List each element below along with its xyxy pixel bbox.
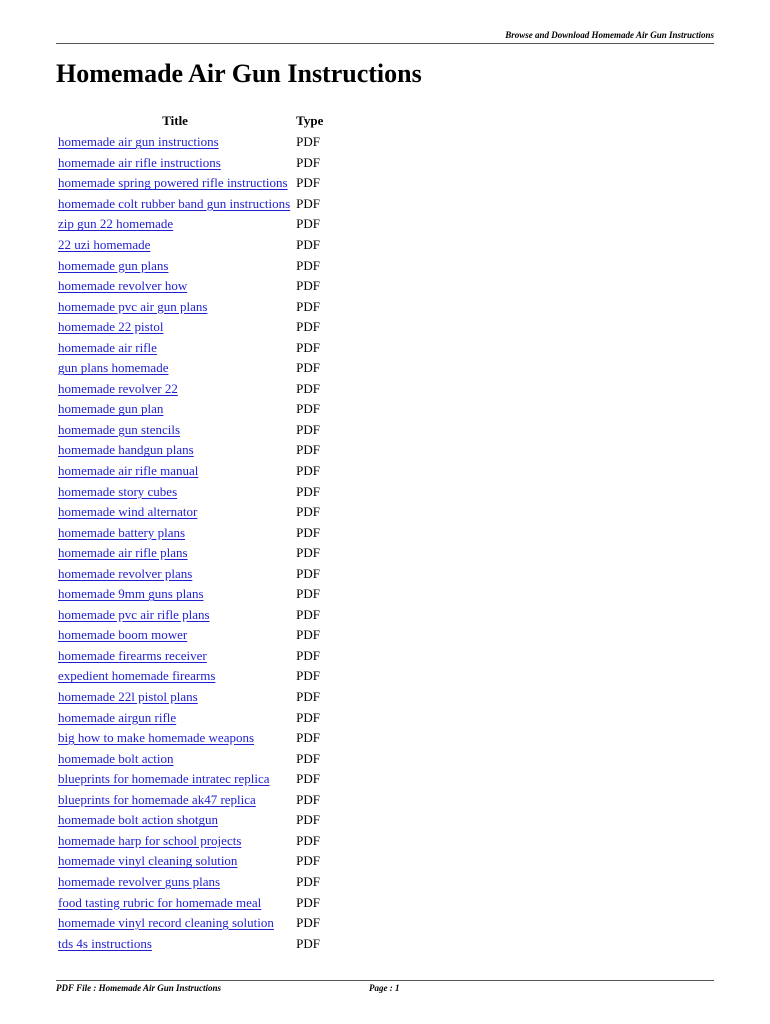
column-header-title: Title xyxy=(162,113,188,128)
type-cell: PDF xyxy=(296,442,320,458)
type-cell: PDF xyxy=(296,647,320,663)
document-link[interactable]: homemade gun stencils xyxy=(58,421,181,437)
document-link[interactable]: homemade bolt action shotgun xyxy=(58,812,218,828)
table-row xyxy=(56,461,325,482)
document-link[interactable]: homemade pvc air rifle plans xyxy=(58,606,210,622)
table-row xyxy=(56,173,325,194)
title-cell xyxy=(56,440,294,461)
document-link[interactable]: homemade 22 pistol xyxy=(58,319,164,335)
title-cell xyxy=(56,851,294,872)
title-cell xyxy=(56,317,294,338)
title-cell xyxy=(56,872,294,893)
table-row xyxy=(56,440,325,461)
table-row xyxy=(56,913,325,934)
type-cell: PDF xyxy=(296,668,320,684)
title-cell xyxy=(56,194,294,215)
title-cell xyxy=(56,522,294,543)
document-link[interactable]: homemade bolt action xyxy=(58,750,174,766)
document-link[interactable]: homemade handgun plans xyxy=(58,442,194,458)
document-link[interactable]: homemade gun plan xyxy=(58,401,164,417)
title-cell xyxy=(56,913,294,934)
type-cell: PDF xyxy=(296,483,320,499)
document-link[interactable]: homemade air rifle plans xyxy=(58,545,188,561)
document-link[interactable]: homemade pvc air gun plans xyxy=(58,298,208,314)
type-cell: PDF xyxy=(296,832,320,848)
title-cell xyxy=(56,502,294,523)
document-link[interactable]: homemade story cubes xyxy=(58,483,178,499)
table-row xyxy=(56,358,325,379)
table-row xyxy=(56,790,325,811)
type-cell: PDF xyxy=(296,380,320,396)
type-cell: PDF xyxy=(296,237,320,252)
document-link[interactable]: blueprints for homemade ak47 replica xyxy=(58,791,256,807)
type-cell: PDF xyxy=(296,894,320,910)
title-cell xyxy=(56,153,294,174)
document-link[interactable]: homemade battery plans xyxy=(58,524,186,540)
title-cell xyxy=(56,748,294,769)
type-cell: PDF xyxy=(296,771,320,787)
title-cell xyxy=(56,563,294,584)
type-cell: PDF xyxy=(296,463,320,479)
document-link[interactable]: homemade air gun instructions xyxy=(58,134,219,150)
type-cell: PDF xyxy=(296,873,320,889)
document-link[interactable]: homemade gun plans xyxy=(58,257,169,273)
title-cell xyxy=(56,584,294,605)
document-link[interactable]: 22 uzi homemade xyxy=(58,237,151,252)
title-cell xyxy=(56,707,294,728)
type-cell: PDF xyxy=(296,401,320,417)
title-cell xyxy=(56,358,294,379)
table-row xyxy=(56,276,325,297)
table-row xyxy=(56,337,325,358)
title-cell xyxy=(56,379,294,400)
type-cell: PDF xyxy=(296,812,320,828)
type-cell: PDF xyxy=(296,360,320,376)
table-row xyxy=(56,851,325,872)
document-link[interactable]: homemade colt rubber band gun instructions xyxy=(58,195,291,211)
document-link[interactable]: homemade airgun rifle xyxy=(58,709,177,725)
page-title: Homemade Air Gun Instructions xyxy=(56,59,422,88)
table-row xyxy=(56,255,325,276)
type-cell: PDF xyxy=(296,750,320,766)
type-cell: PDF xyxy=(296,195,320,211)
type-cell: PDF xyxy=(296,689,320,705)
table-row xyxy=(56,502,325,523)
document-table xyxy=(56,112,325,954)
title-cell xyxy=(56,255,294,276)
type-cell: PDF xyxy=(296,319,320,335)
table-row xyxy=(56,933,325,954)
type-cell: PDF xyxy=(296,586,320,602)
document-link[interactable]: homemade air rifle manual xyxy=(58,463,199,479)
table-row xyxy=(56,235,325,256)
table-row xyxy=(56,563,325,584)
title-cell xyxy=(56,790,294,811)
type-cell: PDF xyxy=(296,175,320,191)
footer-page-label: Page : 1 xyxy=(369,983,400,993)
type-cell: PDF xyxy=(296,709,320,725)
type-cell: PDF xyxy=(296,524,320,540)
title-cell xyxy=(56,173,294,194)
title-cell xyxy=(56,337,294,358)
footer-divider xyxy=(56,980,714,981)
title-cell xyxy=(56,769,294,790)
type-cell: PDF xyxy=(296,278,320,294)
title-cell xyxy=(56,728,294,749)
type-cell: PDF xyxy=(296,730,320,746)
type-cell: PDF xyxy=(296,627,320,643)
table-row xyxy=(56,810,325,831)
footer-file-label: PDF File : Homemade Air Gun Instructions xyxy=(56,983,222,993)
table-row xyxy=(56,132,325,153)
document-link[interactable]: expedient homemade firearms xyxy=(58,668,216,684)
table-row xyxy=(56,214,325,235)
table-row xyxy=(56,728,325,749)
title-cell xyxy=(56,132,294,153)
table-row xyxy=(56,317,325,338)
document-link[interactable]: homemade revolver guns plans xyxy=(58,873,221,889)
table-row xyxy=(56,605,325,626)
document-link[interactable]: homemade 22l pistol plans xyxy=(58,689,198,705)
type-cell: PDF xyxy=(296,791,320,807)
table-row xyxy=(56,748,325,769)
title-cell xyxy=(56,296,294,317)
type-cell: PDF xyxy=(296,504,320,520)
document-link[interactable]: homemade vinyl record cleaning solution xyxy=(58,915,274,931)
table-row xyxy=(56,831,325,852)
type-cell: PDF xyxy=(296,565,320,581)
document-link[interactable]: homemade air rifle instructions xyxy=(58,154,221,170)
document-link[interactable]: homemade vinyl cleaning solution xyxy=(58,853,238,869)
table-row xyxy=(56,399,325,420)
type-cell: PDF xyxy=(296,298,320,314)
title-cell xyxy=(56,933,294,954)
document-link[interactable]: food tasting rubric for homemade meal xyxy=(58,894,262,910)
table-row xyxy=(56,769,325,790)
document-link[interactable]: homemade wind alternator xyxy=(58,504,198,520)
title-cell xyxy=(56,543,294,564)
document-link[interactable]: homemade revolver plans xyxy=(58,565,193,581)
document-link[interactable]: homemade revolver 22 xyxy=(58,380,178,396)
document-link[interactable]: homemade boom mower xyxy=(58,627,188,643)
title-cell xyxy=(56,625,294,646)
type-cell: PDF xyxy=(296,257,320,273)
type-cell: PDF xyxy=(296,545,320,561)
title-cell xyxy=(56,276,294,297)
title-cell xyxy=(56,810,294,831)
table-row xyxy=(56,892,325,913)
type-cell: PDF xyxy=(296,339,320,355)
table-row xyxy=(56,153,325,174)
title-cell xyxy=(56,646,294,667)
title-cell xyxy=(56,399,294,420)
type-cell: PDF xyxy=(296,154,320,170)
document-link[interactable]: big how to make homemade weapons xyxy=(58,730,255,746)
document-link[interactable]: gun plans homemade xyxy=(58,360,169,376)
title-cell xyxy=(56,461,294,482)
document-link[interactable]: homemade air rifle xyxy=(58,339,157,355)
table-body xyxy=(56,132,325,954)
table-row xyxy=(56,296,325,317)
title-cell xyxy=(56,214,294,235)
table-row xyxy=(56,625,325,646)
table-row xyxy=(56,646,325,667)
column-header-type: Type xyxy=(296,113,324,128)
title-cell xyxy=(56,235,294,256)
header-text: Browse and Download Homemade Air Gun Instructions xyxy=(505,30,714,40)
title-cell xyxy=(56,892,294,913)
table-header-row xyxy=(56,112,325,132)
type-cell: PDF xyxy=(296,421,320,437)
table-row xyxy=(56,420,325,441)
table-row xyxy=(56,522,325,543)
table-row xyxy=(56,194,325,215)
type-cell: PDF xyxy=(296,853,320,869)
title-cell xyxy=(56,420,294,441)
title-cell xyxy=(56,481,294,502)
document-link[interactable]: blueprints for homemade intratec replica xyxy=(58,771,270,787)
document-link[interactable]: homemade revolver how xyxy=(58,278,188,294)
document-link[interactable]: tds 4s instructions xyxy=(58,935,152,951)
table-row xyxy=(56,543,325,564)
type-cell: PDF xyxy=(296,216,320,232)
table-row xyxy=(56,872,325,893)
document-link[interactable]: homemade 9mm guns plans xyxy=(58,586,204,602)
table-row xyxy=(56,666,325,687)
type-cell: PDF xyxy=(296,134,320,150)
title-cell xyxy=(56,605,294,626)
document-link[interactable]: zip gun 22 homemade xyxy=(58,216,174,232)
document-link[interactable]: homemade harp for school projects xyxy=(58,832,242,848)
document-link[interactable]: homemade spring powered rifle instructions xyxy=(58,175,288,191)
table-row xyxy=(56,707,325,728)
document-link[interactable]: homemade firearms receiver xyxy=(58,647,207,663)
table-row xyxy=(56,687,325,708)
table-row xyxy=(56,584,325,605)
table-row xyxy=(56,481,325,502)
type-cell: PDF xyxy=(296,606,320,622)
header-divider xyxy=(56,43,714,44)
title-cell xyxy=(56,687,294,708)
title-cell xyxy=(56,666,294,687)
type-cell: PDF xyxy=(296,935,320,951)
type-cell: PDF xyxy=(296,915,320,931)
table-row xyxy=(56,379,325,400)
title-cell xyxy=(56,831,294,852)
